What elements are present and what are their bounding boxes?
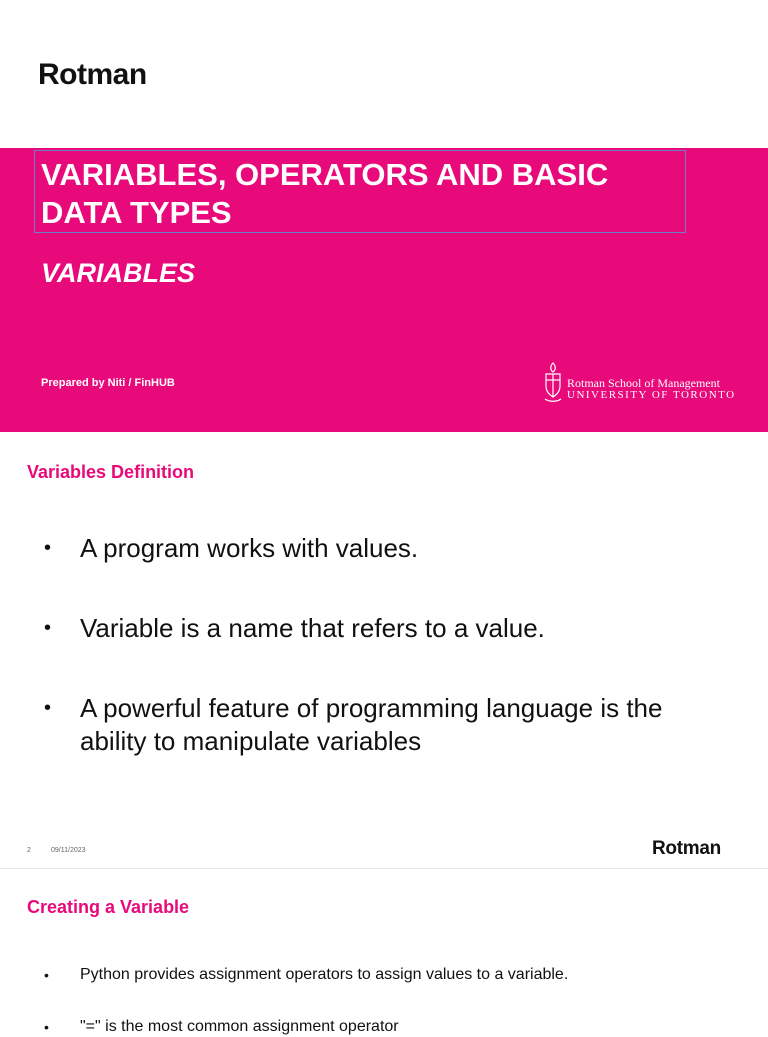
bullet-text: Variable is a name that refers to a value. [80, 613, 545, 643]
rotman-logo: Rotman [38, 58, 147, 91]
title-band [0, 148, 768, 432]
crest-icon [543, 362, 563, 404]
bullet-text: Python provides assignment operators to assign values to a variable. [80, 966, 569, 983]
prepared-by-text: Prepared by Niti / FinHUB [41, 377, 175, 389]
bullet-dot-icon: • [44, 617, 52, 639]
slide-heading: Creating a Variable [27, 897, 190, 917]
variables-definition-slide [0, 432, 768, 868]
bullet-dot-icon: • [44, 1019, 49, 1035]
bullet-dot-icon: • [44, 967, 49, 983]
university-name: UNIVERSITY OF TORONTO [567, 389, 736, 401]
bullet-dot-icon: • [44, 697, 52, 719]
page-number: 2 [27, 847, 31, 854]
school-name: Rotman School of Management [567, 376, 720, 390]
school-logo [543, 360, 743, 406]
presentation-title: VARIABLES, OPERATORS AND BASIC DATA TYPES [41, 157, 609, 230]
creating-variable-slide [0, 868, 768, 1035]
slide-heading: Variables Definition [27, 462, 195, 482]
rotman-logo-footer: Rotman [652, 838, 721, 859]
bullet-text: A powerful feature of programming language is the ability to manipulate variables [80, 693, 663, 756]
slide-date: 09/11/2023 [51, 847, 86, 854]
title-slide [0, 0, 768, 432]
presentation-subtitle: VARIABLES [41, 258, 196, 288]
bullet-text: "=" is the most common assignment operator [80, 1018, 399, 1035]
bullet-dot-icon: • [44, 537, 52, 559]
bullet-text: A program works with values. [80, 533, 419, 563]
